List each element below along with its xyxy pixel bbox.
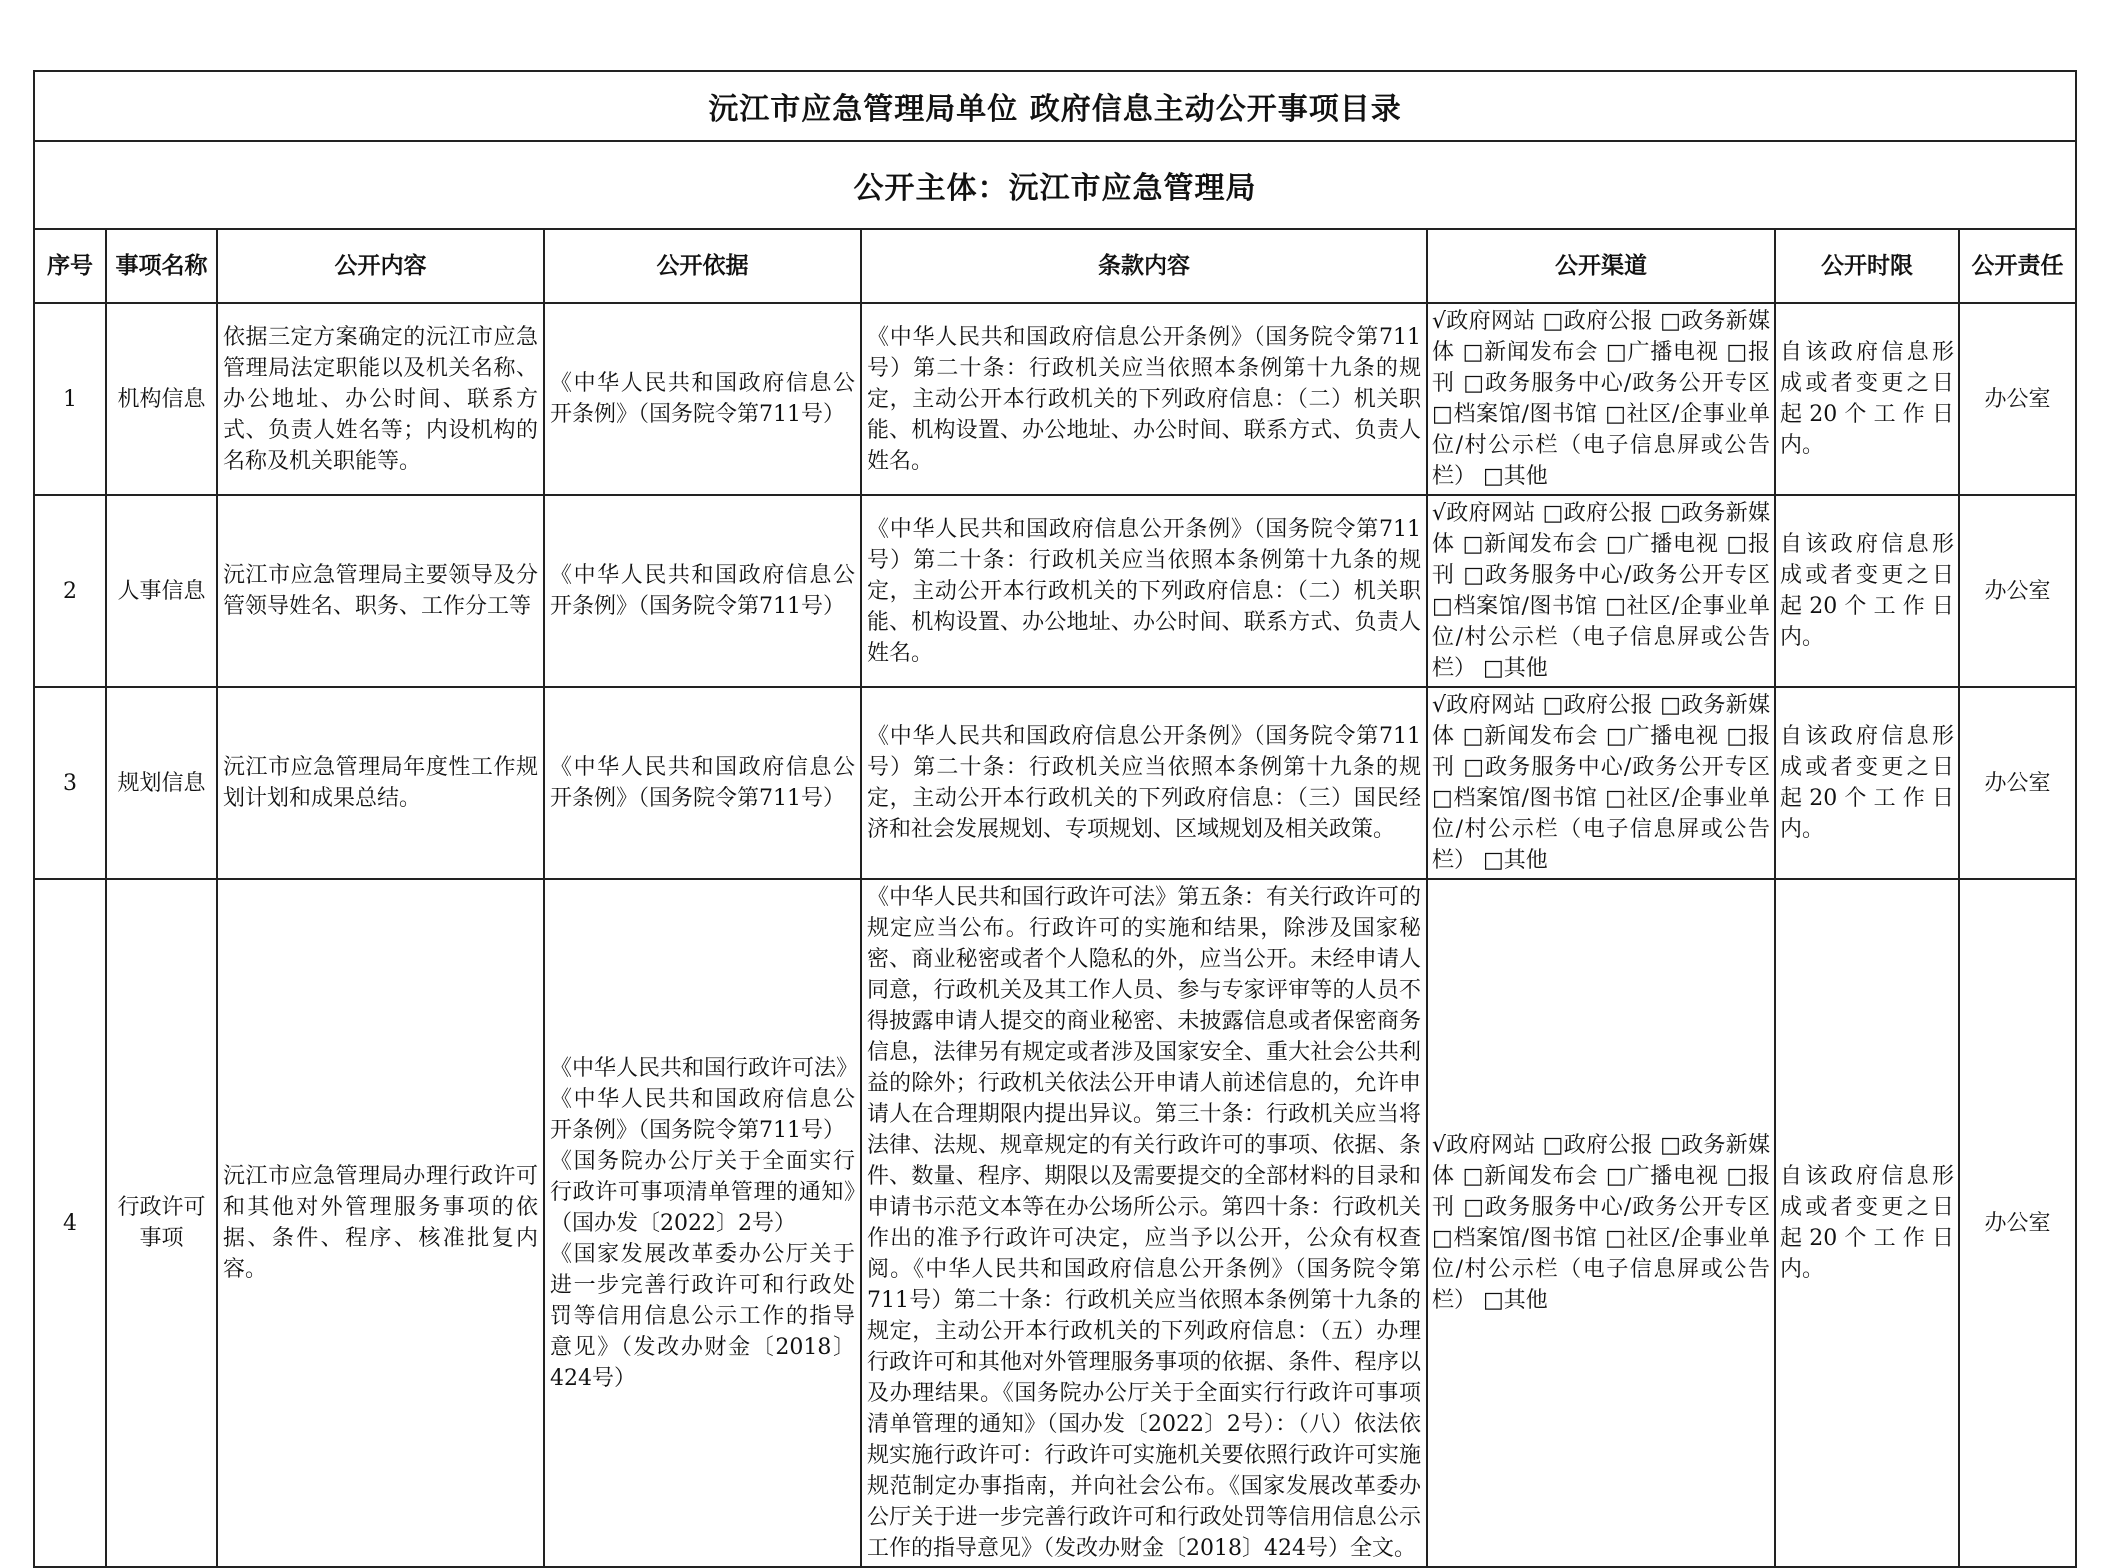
row-item-name: 规划信息 bbox=[106, 687, 217, 879]
row-clause: 《中华人民共和国政府信息公开条例》（国务院令第711号）第二十条：行政机关应当依照本条例第十九条的规定，主动公开本行政机关的下列政府信息：（三）国民经济和社会发展规划、专项规划、区域规划及相关政策。 bbox=[861, 687, 1427, 879]
row-basis: 《中华人民共和国政府信息公开条例》（国务院令第711号） bbox=[544, 303, 861, 495]
row-responsible: 办公室 bbox=[1959, 495, 2076, 687]
table-row bbox=[34, 687, 2076, 879]
basis-item: 《国家发展改革委办公厅关于进一步完善行政许可和行政处罚等信用信息公示工作的指导意见》（发改办财金〔2018〕424号） bbox=[550, 1241, 855, 1391]
disclosure-subject: 公开主体：沅江市应急管理局 bbox=[34, 141, 2076, 229]
basis-item: 《中华人民共和国政府信息公开条例》（国务院令第711号） bbox=[550, 1086, 855, 1143]
header-time-limit: 公开时限 bbox=[1775, 229, 1959, 303]
row-clause: 《中华人民共和国政府信息公开条例》（国务院令第711号）第二十条：行政机关应当依照本条例第十九条的规定，主动公开本行政机关的下列政府信息：（二）机关职能、机构设置、办公地址、办公时间、联系方式、负责人姓名。 bbox=[861, 495, 1427, 687]
subject-row bbox=[34, 141, 2076, 229]
row-item-name: 人事信息 bbox=[106, 495, 217, 687]
disclosure-catalog-table bbox=[33, 70, 2077, 1568]
row-content: 沅江市应急管理局主要领导及分管领导姓名、职务、工作分工等 bbox=[217, 495, 544, 687]
row-item-name: 行政许可事项 bbox=[106, 879, 217, 1567]
basis-item: 《中华人民共和国行政许可法》 bbox=[550, 1055, 859, 1081]
row-time-limit: 自该政府信息形成或者变更之日起20个工作日内。 bbox=[1775, 687, 1959, 879]
table-header-row bbox=[34, 229, 2076, 303]
header-content: 公开内容 bbox=[217, 229, 544, 303]
header-basis: 公开依据 bbox=[544, 229, 861, 303]
table-row bbox=[34, 495, 2076, 687]
header-channels: 公开渠道 bbox=[1427, 229, 1775, 303]
table-row bbox=[34, 303, 2076, 495]
header-seq: 序号 bbox=[34, 229, 106, 303]
row-clause: 《中华人民共和国行政许可法》第五条：有关行政许可的规定应当公布。行政许可的实施和结果，除涉及国家秘密、商业秘密或者个人隐私的外，应当公开。未经申请人同意，行政机关及其工作人员、参与专家评审等的人员不得披露申请人提交的商业秘密、未披露信息或者保密商务信息，法律另有规定或者涉及国家安全、重大社会公共利益的除外；行政机关依法公开申请人前述信息的，允许申请人在合理期限内提出异议。第三十条：行政机关应当将法律、法规、规章规定的有关行政许可的事项、依据、条件、数量、程序、期限以及需要提交的全部材料的目录和申请书示范文本等在办公场所公示。第四十条：行政机关作出的准予行政许可决定，应当予以公开，公众有权查阅。《中华人民共和国政府信息公开条例》（国务院令第711号）第二十条：行政机关应当依照本条例第十九条的规定，主动公开本行政机关的下列政府信息：（五）办理行政许可和其他对外管理服务事项的依据、条件、程序以及办理结果。《国务院办公厅关于全面实行行政许可事项清单管理的通知》（国办发〔2022〕2号）：（八）依法依规实施行政许可：行政许可实施机关要依照行政许可实施规范制定办事指南，并向社会公布。《国家发展改革委办公厅关于进一步完善行政许可和行政处罚等信用信息公示工作的指导意见》（发改办财金〔2018〕424号）全文。 bbox=[861, 879, 1427, 1567]
row-content: 沅江市应急管理局年度性工作规划计划和成果总结。 bbox=[217, 687, 544, 879]
row-basis: 《中华人民共和国政府信息公开条例》（国务院令第711号） bbox=[544, 687, 861, 879]
row-channels: √政府网站 □政府公报 □政务新媒体 □新闻发布会 □广播电视 □报刊 □政务服务中心/政务公开专区 □档案馆/图书馆 □社区/企事业单位/村公示栏（电子信息屏或公告栏） □其他 bbox=[1427, 687, 1775, 879]
row-responsible: 办公室 bbox=[1959, 303, 2076, 495]
row-item-name: 机构信息 bbox=[106, 303, 217, 495]
row-responsible: 办公室 bbox=[1959, 687, 2076, 879]
header-responsible: 公开责任 bbox=[1959, 229, 2076, 303]
row-seq: 3 bbox=[34, 687, 106, 879]
header-clause: 条款内容 bbox=[861, 229, 1427, 303]
row-content: 沅江市应急管理局办理行政许可和其他对外管理服务事项的依据、条件、程序、核准批复内容。 bbox=[217, 879, 544, 1567]
catalog-sheet bbox=[33, 70, 2075, 1568]
row-responsible: 办公室 bbox=[1959, 879, 2076, 1567]
row-seq: 4 bbox=[34, 879, 106, 1567]
row-clause: 《中华人民共和国政府信息公开条例》（国务院令第711号）第二十条：行政机关应当依照本条例第十九条的规定，主动公开本行政机关的下列政府信息：（二）机关职能、机构设置、办公地址、办公时间、联系方式、负责人姓名。 bbox=[861, 303, 1427, 495]
basis-item: 《国务院办公厅关于全面实行行政许可事项清单管理的通知》（国办发〔2022〕2号） bbox=[550, 1148, 855, 1236]
row-seq: 1 bbox=[34, 303, 106, 495]
row-time-limit: 自该政府信息形成或者变更之日起20个工作日内。 bbox=[1775, 303, 1959, 495]
row-channels: √政府网站 □政府公报 □政务新媒体 □新闻发布会 □广播电视 □报刊 □政务服务中心/政务公开专区 □档案馆/图书馆 □社区/企事业单位/村公示栏（电子信息屏或公告栏） □其他 bbox=[1427, 879, 1775, 1567]
document-title: 沅江市应急管理局单位 政府信息主动公开事项目录 bbox=[34, 71, 2076, 141]
row-channels: √政府网站 □政府公报 □政务新媒体 □新闻发布会 □广播电视 □报刊 □政务服务中心/政务公开专区 □档案馆/图书馆 □社区/企事业单位/村公示栏（电子信息屏或公告栏） □其他 bbox=[1427, 495, 1775, 687]
row-channels: √政府网站 □政府公报 □政务新媒体 □新闻发布会 □广播电视 □报刊 □政务服务中心/政务公开专区 □档案馆/图书馆 □社区/企事业单位/村公示栏（电子信息屏或公告栏） □其他 bbox=[1427, 303, 1775, 495]
row-seq: 2 bbox=[34, 495, 106, 687]
row-time-limit: 自该政府信息形成或者变更之日起20个工作日内。 bbox=[1775, 879, 1959, 1567]
row-content: 依据三定方案确定的沅江市应急管理局法定职能以及机关名称、办公地址、办公时间、联系方式、负责人姓名等；内设机构的名称及机关职能等。 bbox=[217, 303, 544, 495]
row-basis-list bbox=[544, 879, 861, 1567]
row-basis: 《中华人民共和国政府信息公开条例》（国务院令第711号） bbox=[544, 495, 861, 687]
row-time-limit: 自该政府信息形成或者变更之日起20个工作日内。 bbox=[1775, 495, 1959, 687]
header-item-name: 事项名称 bbox=[106, 229, 217, 303]
title-row bbox=[34, 71, 2076, 141]
table-row bbox=[34, 879, 2076, 1567]
